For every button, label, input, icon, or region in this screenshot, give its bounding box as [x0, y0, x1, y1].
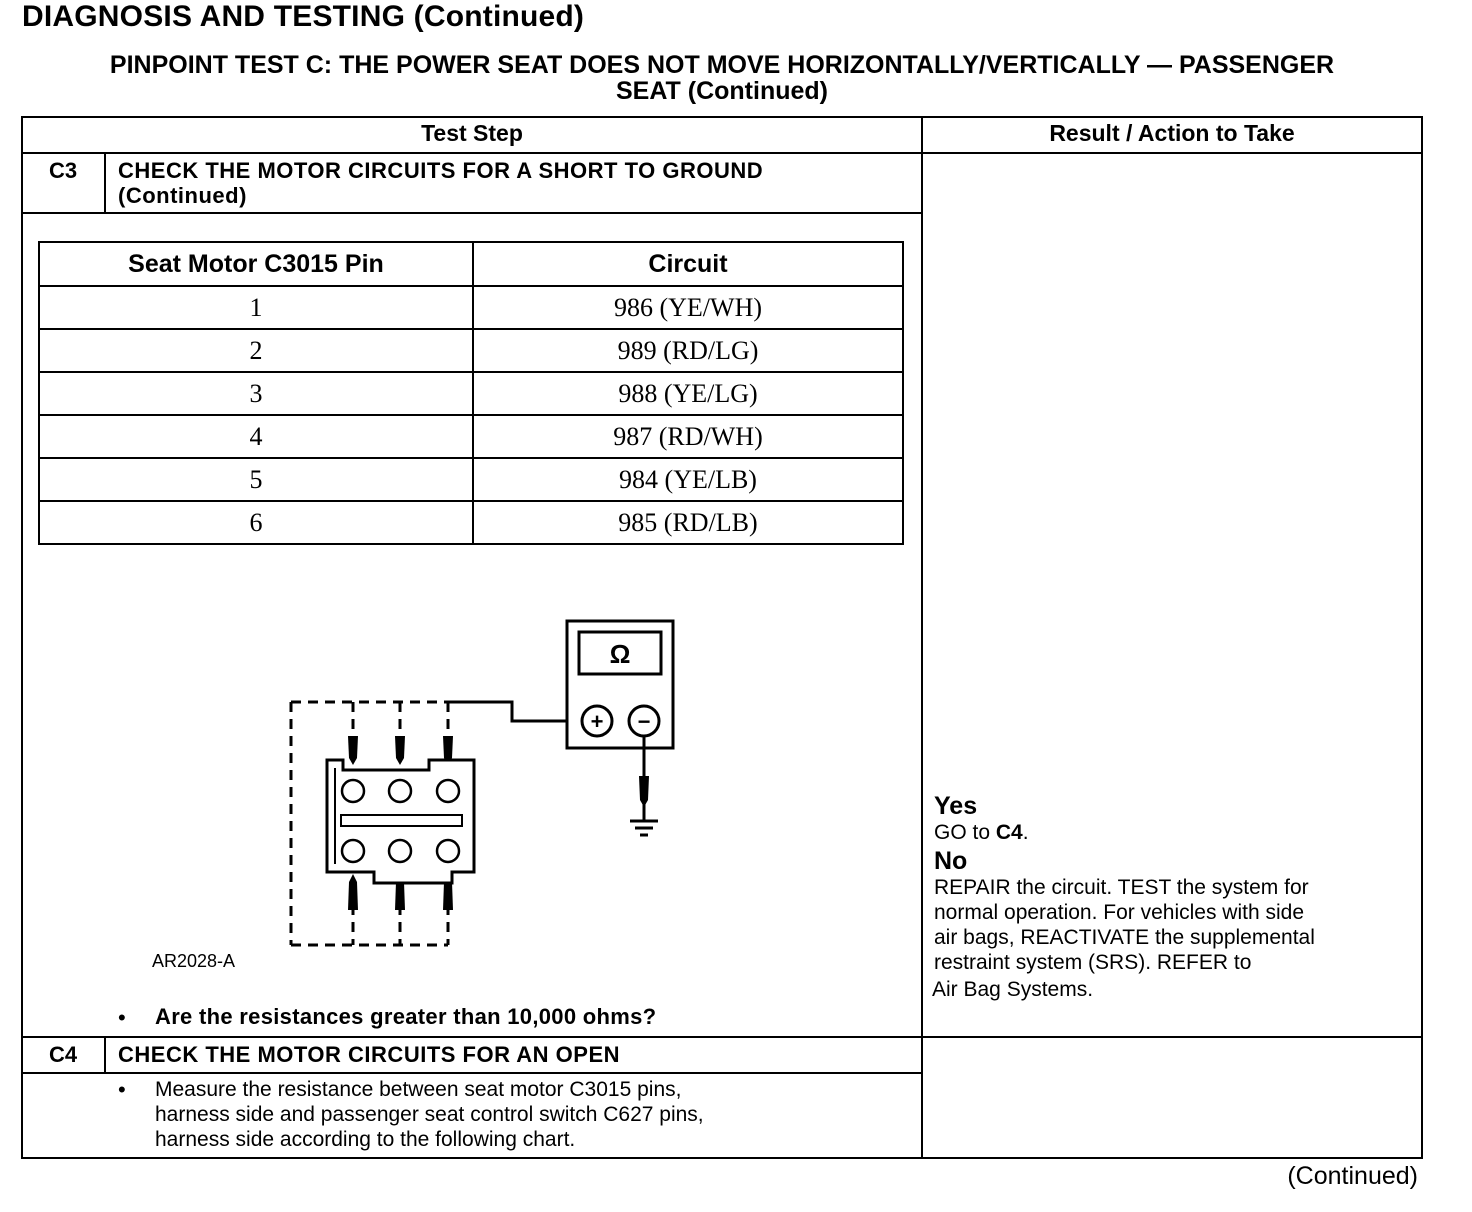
column-header-result: Result / Action to Take — [1049, 120, 1295, 146]
pinpoint-test-title — [22, 52, 1422, 104]
result-no-line-1: REPAIR the circuit. TEST the system for — [934, 876, 1309, 899]
pin-number: 1 — [39, 286, 473, 329]
step-id-c3: C3 — [48, 158, 78, 183]
yes-go-to-step-link[interactable]: C4 — [995, 821, 1023, 844]
result-action-block — [934, 793, 1414, 1002]
pin-column-header: Seat Motor C3015 Pin — [39, 242, 473, 286]
circuit-id: 987 (RD/WH) — [473, 415, 903, 458]
circuit-column-header: Circuit — [473, 242, 903, 286]
table-row — [39, 329, 903, 372]
pinpoint-title-line-2: SEAT (Continued) — [616, 77, 828, 105]
pin-number: 4 — [39, 415, 473, 458]
ground-symbol-icon — [630, 821, 658, 835]
figure-caption: AR2028-A — [152, 951, 236, 971]
yes-go-to-prefix: GO to — [934, 821, 996, 844]
negative-terminal-label: − — [637, 709, 651, 734]
circuit-id: 986 (YE/WH) — [473, 286, 903, 329]
result-no-line-5: Air Bag Systems. — [932, 978, 1094, 1001]
column-header-test-step: Test Step — [421, 120, 523, 146]
circuit-id: 988 (YE/LG) — [473, 372, 903, 415]
measure-instruction — [155, 1077, 895, 1152]
positive-terminal-label: + — [590, 709, 604, 734]
yes-go-to-suffix: . — [1022, 821, 1029, 844]
ohm-symbol: Ω — [609, 639, 631, 669]
table-row — [39, 501, 903, 544]
question-bullet: • — [118, 1005, 126, 1030]
result-no-line-3: air bags, REACTIVATE the supplemental — [934, 926, 1315, 949]
page-title: DIAGNOSIS AND TESTING (Continued) — [22, 0, 585, 33]
result-yes-heading: Yes — [934, 792, 978, 820]
test-lead-positive — [448, 702, 582, 721]
circuit-id: 984 (YE/LB) — [473, 458, 903, 501]
step-title-c3 — [118, 158, 763, 208]
table-row — [39, 372, 903, 415]
measure-line-1: Measure the resistance between seat motor C3015 pins, — [155, 1078, 682, 1101]
pin-number: 6 — [39, 501, 473, 544]
result-no-heading: No — [934, 847, 968, 875]
pin-number: 2 — [39, 329, 473, 372]
measure-line-2: harness side and passenger seat control switch C627 pins, — [155, 1103, 704, 1126]
pin-table-header-row — [39, 242, 903, 286]
step-title-c4: CHECK THE MOTOR CIRCUITS FOR AN OPEN — [118, 1042, 621, 1067]
pin-circuit-table — [38, 241, 904, 545]
result-no-line-2: normal operation. For vehicles with side — [934, 901, 1305, 924]
ohmmeter-connector-diagram — [280, 612, 700, 957]
pinpoint-title-line-1: PINPOINT TEST C: THE POWER SEAT DOES NOT MOVE HORIZONTALLY/VERTICALLY — PASSENGER — [109, 51, 1335, 79]
table-row — [39, 415, 903, 458]
resistance-question: Are the resistances greater than 10,000 ohms? — [155, 1004, 657, 1029]
step-id-c4: C4 — [48, 1042, 78, 1067]
measure-bullet: • — [118, 1077, 126, 1102]
ground-probe-tip — [639, 776, 649, 807]
circuit-id: 985 (RD/LB) — [473, 501, 903, 544]
measure-line-3: harness side according to the following chart. — [155, 1128, 576, 1151]
connector-key-slot — [341, 815, 462, 826]
pin-number: 3 — [39, 372, 473, 415]
step-title-c3-line-1: CHECK THE MOTOR CIRCUITS FOR A SHORT TO GROUND — [118, 158, 764, 183]
circuit-id: 989 (RD/LG) — [473, 329, 903, 372]
table-row — [39, 458, 903, 501]
result-yes-text — [934, 820, 1414, 845]
result-no-line-4: restraint system (SRS). REFER to — [934, 951, 1252, 974]
table-row — [39, 286, 903, 329]
continued-label: (Continued) — [1287, 1162, 1418, 1190]
pin-number: 5 — [39, 458, 473, 501]
step-title-c3-line-2: (Continued) — [118, 183, 247, 208]
